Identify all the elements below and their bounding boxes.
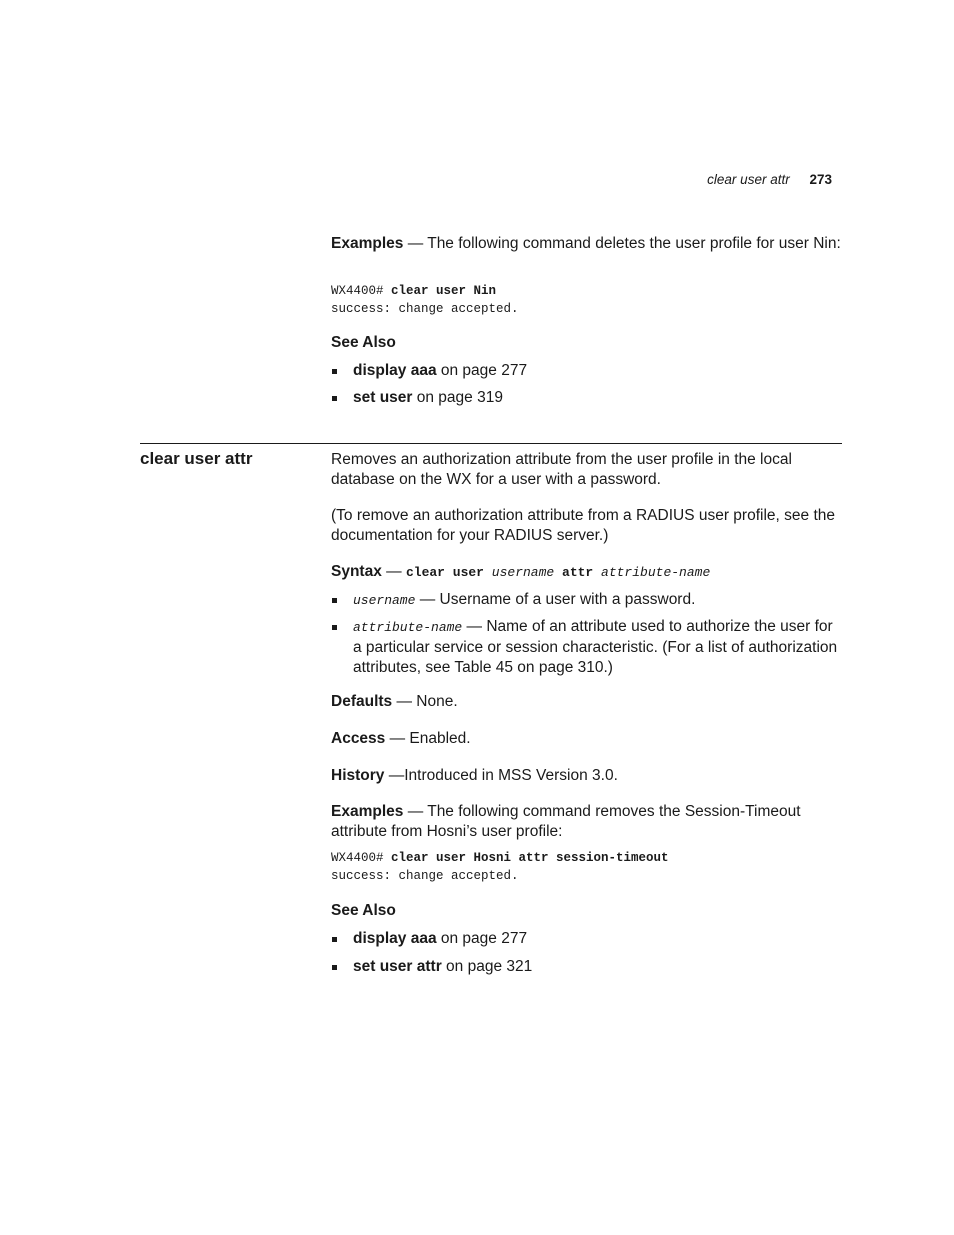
syntax-line [331,562,843,583]
bullet-square-icon [332,625,337,630]
prev-code-prompt: WX4400# [331,284,392,298]
param-item [331,617,843,678]
see-also-link[interactable]: display aaa [353,930,437,947]
prev-see-also-link[interactable]: display aaa [353,362,437,379]
access-line [331,729,843,749]
prev-code-command: clear user Nin [391,284,497,298]
defaults-text: — None. [392,693,458,710]
examples-text: — The following command removes the Session-Timeout attribute from Hosni’s user profile: [331,803,801,840]
code-prompt: WX4400# [331,851,392,865]
see-also-item [331,929,843,949]
section-description: Removes an authorization attribute from the user profile in the local database on the WX for a user with a password. [331,451,792,488]
defaults-line [331,692,843,712]
section-title: clear user attr [140,449,253,468]
section-note: (To remove an authorization attribute from a RADIUS user profile, see the documentation for your RADIUS server.) [331,507,835,544]
prev-see-also-item [331,361,843,381]
prev-see-also-rest: on page 277 [436,362,528,379]
running-header [707,172,832,187]
access-label: Access [331,730,386,747]
syntax-cmd-1: clear user [405,565,492,580]
prev-see-also-rest: on page 319 [412,389,503,406]
param-name: username [353,593,416,608]
param-name: attribute-name [353,620,463,635]
code-output: success: change accepted. [331,869,519,883]
running-title: clear user attr [707,172,790,187]
syntax-label: Syntax [331,563,382,580]
bullet-square-icon [332,937,337,942]
prev-see-also-item [331,388,843,408]
param-desc: — Name of an attribute used to authorize the user for a particular service or session characteristic. (For a list of authorization attributes, see Table 45 on page 310.) [353,618,838,676]
syntax-dash: — [381,563,406,580]
history-line [331,766,843,786]
access-text: — Enabled. [385,730,471,747]
syntax-cmd-2: attr [554,565,602,580]
see-also-rest: on page 277 [436,930,528,947]
bullet-square-icon [332,598,337,603]
code-command: clear user Hosni attr session-timeout [391,851,669,865]
param-desc: — Username of a user with a password. [415,591,696,608]
page-number: 273 [809,172,832,187]
syntax-arg-2: attribute-name [601,565,711,580]
see-also-link[interactable]: set user attr [353,958,442,975]
prev-examples-label: Examples [331,235,404,252]
bullet-square-icon [332,965,337,970]
examples-label: Examples [331,803,404,820]
history-text: —Introduced in MSS Version 3.0. [384,767,618,784]
prev-see-also-link[interactable]: set user [353,389,413,406]
section-divider [140,443,842,444]
bullet-square-icon [332,369,337,374]
prev-examples-paragraph [331,234,843,254]
see-also-item [331,957,843,977]
syntax-arg-1: username [491,565,555,580]
param-item [331,590,843,611]
code-block [331,849,843,885]
prev-code-output: success: change accepted. [331,302,519,316]
bullet-square-icon [332,396,337,401]
history-label: History [331,767,385,784]
prev-code-block [331,282,843,318]
prev-examples-text: — The following command deletes the user profile for user Nin: [403,235,841,252]
examples-paragraph [331,802,843,842]
defaults-label: Defaults [331,693,393,710]
prev-see-also-heading: See Also [331,334,396,351]
see-also-rest: on page 321 [441,958,533,975]
see-also-heading: See Also [331,902,396,919]
